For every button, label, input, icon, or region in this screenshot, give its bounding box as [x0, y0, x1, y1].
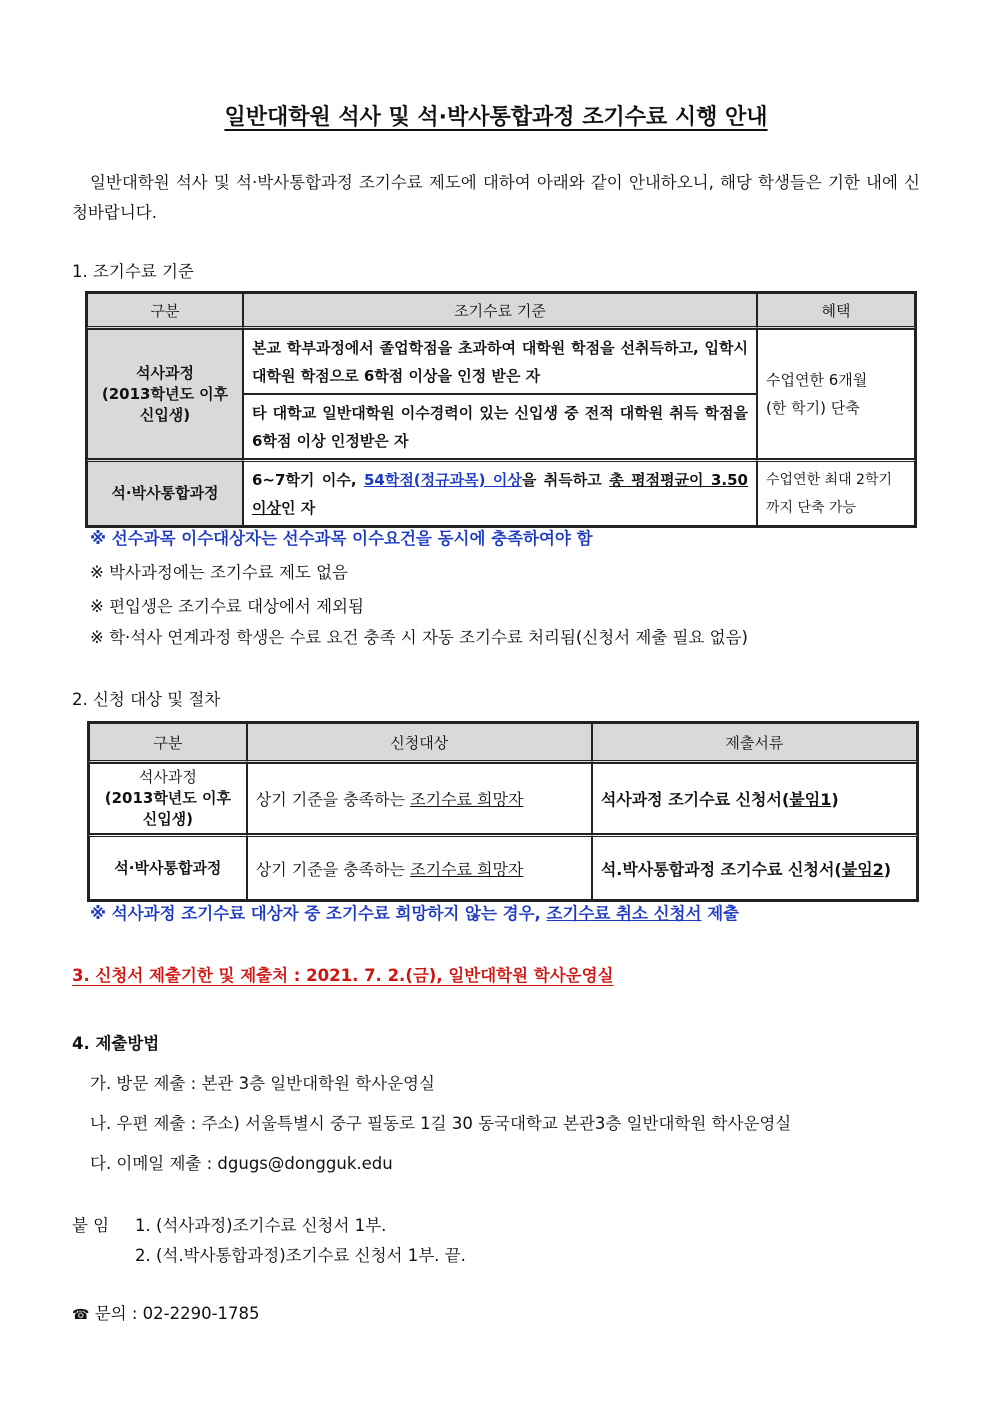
contact-line [72, 1300, 260, 1324]
table-row [87, 459, 915, 526]
section-2-heading: 2. 신청 대상 및 절차 [72, 690, 221, 709]
category-masters: 석사과정 (2013학년도 이후 신입생) [87, 329, 243, 459]
table-row [89, 763, 917, 834]
page-title: 일반대학원 석사 및 석·박사통합과정 조기수료 시행 안내 [224, 105, 768, 130]
note-transfer: ※ 편입생은 조기수료 대상에서 제외됨 [90, 597, 364, 616]
criterion-integrated: 6~7학기 이수, 54학점(정규과목) 이상을 취득하고 총 평점평균이 3.50 이상인 자 [243, 459, 757, 526]
note-doctoral: ※ 박사과정에는 조기수료 제도 없음 [90, 563, 348, 582]
attachments-label: 붙 임 [72, 1216, 110, 1235]
application-table [87, 721, 919, 902]
note-linked-program: ※ 학·석사 연계과정 학생은 수료 요건 충족 시 자동 조기수료 처리됨(신청서 제출 필요 없음) [90, 628, 748, 647]
category-integrated: 석·박사통합과정 [89, 834, 247, 900]
header-criteria: 조기수료 기준 [243, 293, 757, 329]
benefit-masters: 수업연한 6개월 (한 학기) 단축 [757, 329, 915, 459]
attachment-1: 1. (석사과정)조기수료 신청서 1부. [135, 1216, 387, 1235]
header-target: 신청대상 [247, 723, 592, 763]
note-prerequisite: ※ 선수과목 이수대상자는 선수과목 이수요건을 동시에 충족하여야 함 [90, 529, 593, 548]
criteria-table [85, 291, 917, 528]
criteria-table-header [87, 293, 915, 329]
note-cancellation: ※ 석사과정 조기수료 대상자 중 조기수료 희망하지 않는 경우, 조기수료 취소 신청서 제출 [90, 904, 740, 923]
method-email: 다. 이메일 제출 : dgugs@dongguk.edu [90, 1154, 393, 1173]
header-category: 구분 [87, 293, 243, 329]
benefit-integrated: 수업연한 최대 2학기 까지 단축 가능 [757, 459, 915, 526]
target-masters: 상기 기준을 충족하는 조기수료 희망자 [247, 763, 592, 834]
document-masters: 석사과정 조기수료 신청서(붙임1) [592, 763, 917, 834]
application-table-header [89, 723, 917, 763]
header-documents: 제출서류 [592, 723, 917, 763]
method-mail: 나. 우편 제출 : 주소) 서울특별시 중구 필동로 1길 30 동국대학교 본관3층 일반대학원 학사운영실 [90, 1114, 792, 1133]
intro-paragraph: 일반대학원 석사 및 석·박사통합과정 조기수료 제도에 대하여 아래와 같이 안내하오니, 해당 학생들은 기한 내에 신청바랍니다. [72, 173, 920, 222]
header-benefit: 혜택 [757, 293, 915, 329]
section-3-deadline: 3. 신청서 제출기한 및 제출처 : 2021. 7. 2.(금), 일반대학원 학사운영실 [72, 966, 614, 985]
target-integrated: 상기 기준을 충족하는 조기수료 희망자 [247, 834, 592, 900]
category-masters: 석사과정 (2013학년도 이후 신입생) [89, 763, 247, 834]
table-row [87, 329, 915, 394]
document-integrated: 석.박사통합과정 조기수료 신청서(붙임2) [592, 834, 917, 900]
phone-icon: ☎ [72, 1307, 90, 1323]
criterion-masters-2: 타 대학교 일반대학원 이수경력이 있는 신입생 중 전적 대학원 취득 학점을 6학점 이상 인정받은 자 [243, 394, 757, 459]
method-visit: 가. 방문 제출 : 본관 3층 일반대학원 학사운영실 [90, 1074, 435, 1093]
attachment-2: 2. (석.박사통합과정)조기수료 신청서 1부. 끝. [135, 1246, 466, 1265]
section-1-heading: 1. 조기수료 기준 [72, 262, 194, 281]
criterion-masters-1: 본교 학부과정에서 졸업학점을 초과하여 대학원 학점을 선취득하고, 입학시 대학원 학점으로 6학점 이상을 인정 받은 자 [243, 329, 757, 394]
header-category: 구분 [89, 723, 247, 763]
section-4-heading: 4. 제출방법 [72, 1034, 160, 1053]
table-row [89, 834, 917, 900]
contact-text: 문의 : 02-2290-1785 [94, 1304, 260, 1323]
category-integrated: 석·박사통합과정 [87, 459, 243, 526]
